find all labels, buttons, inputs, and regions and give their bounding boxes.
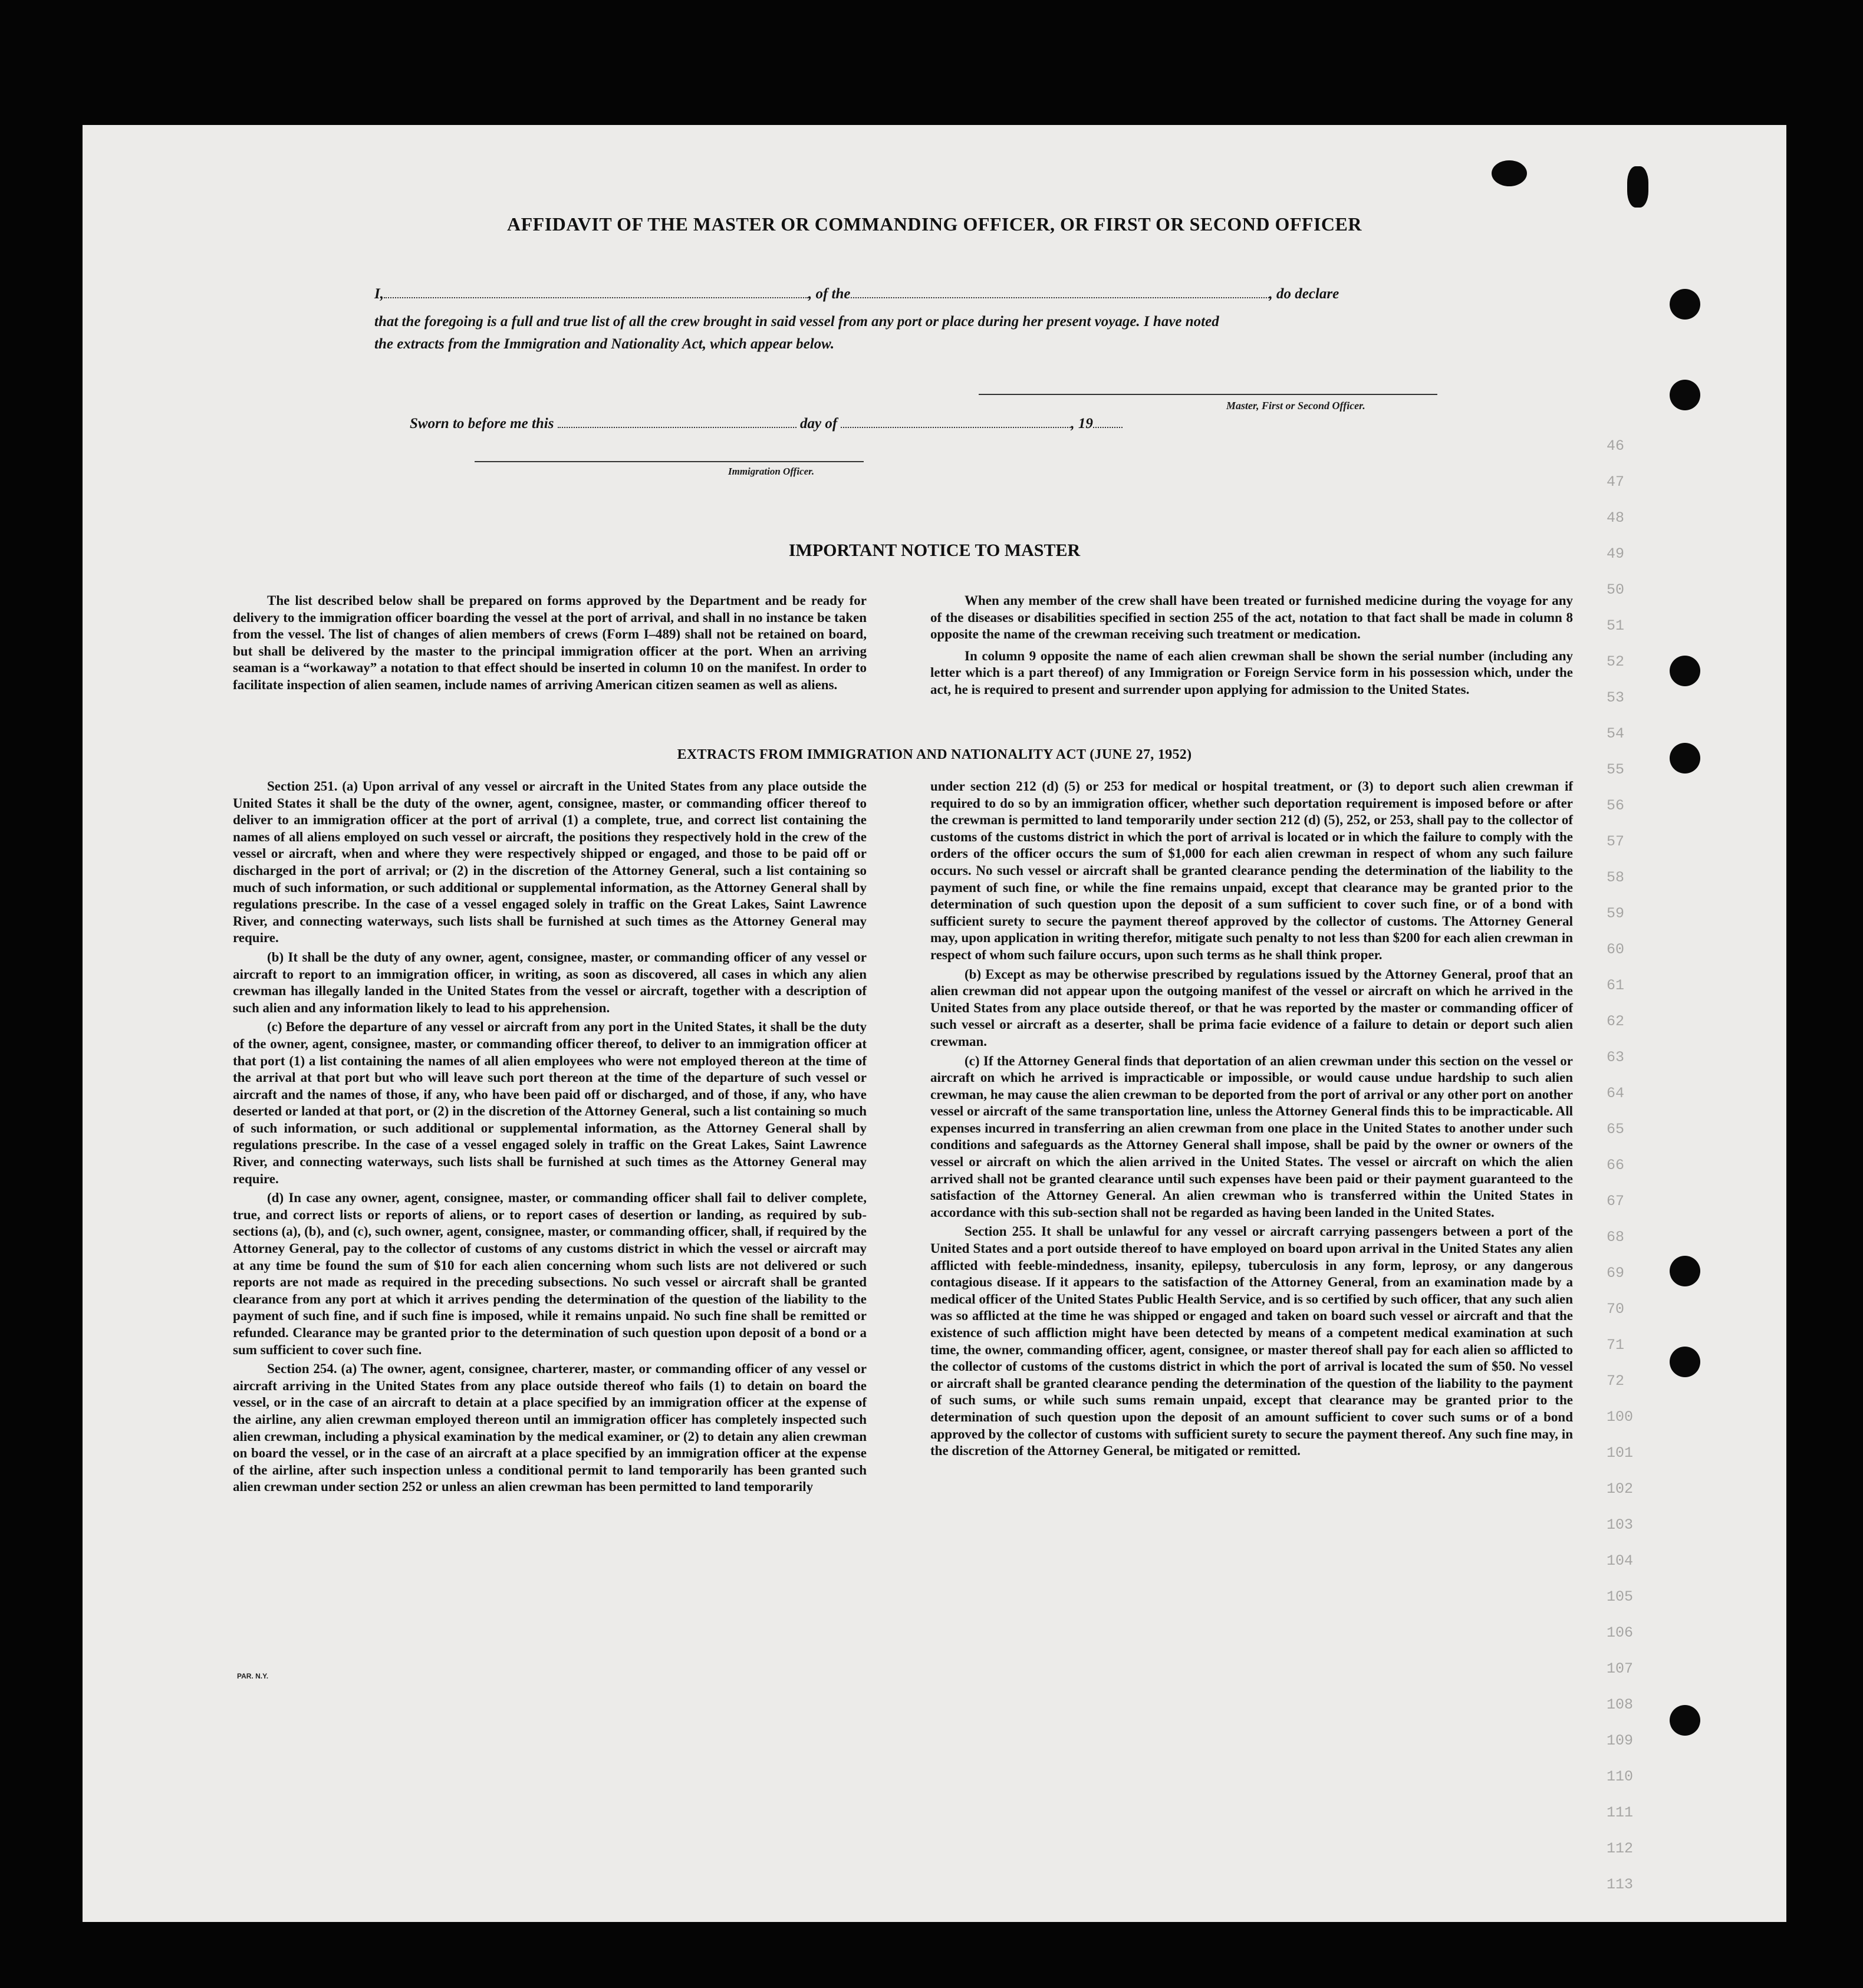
bleed-through-text <box>1427 436 1509 453</box>
punch-hole <box>1670 1347 1700 1377</box>
declaration-of-the: , of the <box>808 286 851 302</box>
declaration-i: I, <box>374 286 384 302</box>
act-paragraph: (b) It shall be the duty of any owner, agent, consignee, master, or commanding officer of any vessel or aircraft to report to an immigration officer, in writing, as soon as discovered, all cases in which any alien crewman has illegally landed in the United States from the vessel or aircraft, together with a description of such alien and any information likely to lead to his apprehension. <box>233 949 867 1015</box>
declaration-text-2: that the foregoing is a full and true list of all the crew brought in said vessel from any port or place during her present voyage. I have noted <box>374 314 1219 330</box>
act-paragraph: Section 251. (a) Upon arrival of any vessel or aircraft in the United States from any place outside the United States it shall be the duty of the owner, agent, consignee, master, or commanding officer thereof to deliver to an immigration officer at the port of arrival (1) a complete, true, and correct list containing the names of all aliens employed on such vessel or aircraft, the positions they respectively hold in the crew of the vessel or aircraft, when and where they were respectively shipped or engaged, and those to be paid off or discharged in the port of arrival; or (2) in the discretion of the Attorney General, such a list containing so much of such information, or such additional or supplemental information, as the Attorney General shall by regulations prescribe. In the case of a vessel engaged solely in traffic on the Great Lakes, Saint Lawrence River, and connecting waterways, such lists shall be furnished at such times as the Attorney General may require. <box>233 779 867 946</box>
act-paragraph: Section 255. It shall be unlawful for any vessel or aircraft carrying passengers between a port of the United States and a port outside thereof to have employed on board upon arrival in the United States any alien afflicted with feeble-mindedness, insanity, epilepsy, tuberculosis in any form, leprosy, or any dangerous contagious disease. If it appears to the satisfaction of the Attorney General, from an examination made by a medical officer of the United States Public Health Service, and is so certified by such officer, that any such alien was so afflicted at the time he was shipped or engaged and taken on board such vessel or aircraft and that the existence of such affliction might have been detected by means of a competent medical examination at such time, the owner, commanding officer, agent, consignee, or master thereof shall pay for each alien so afflicted to the collector of customs of the customs district in which the port of arrival is located the sum of $50. No vessel or aircraft shall be granted clearance pending the determination of the question of the liability to the payment of such sums, or while such sums remain unpaid, except that clearance may be granted prior to the determination of such question upon the deposit of an amount sufficient to cover such sums or of a bond approved by the collector of customs with sufficient surety to secure the payment thereof. Any such fine may, in the discretion of the Attorney General, be mitigated or remitted. <box>930 1224 1573 1459</box>
ink-blot <box>1627 166 1648 208</box>
margin-number: 50 <box>1607 581 1625 598</box>
ink-blot <box>1492 160 1527 186</box>
act-paragraph: (c) Before the departure of any vessel or aircraft from any port in the United States, it shall be the duty of the owner, agent, consignee, master, or commanding officer thereof, to deliver to an immigration officer at that port (1) a list containing the names of all alien employees who were not employed thereon at the time of the arrival at that port but who will leave such port thereon at the time of the departure of such vessel or aircraft and the names of those, if any, who have been paid off or discharged, and of those, if any, who have deserted or landed at that port, or (2) in the discretion of the Attorney General, such a list containing so much of such information, or such additional or supplemental information, as the Attorney General shall by regulations prescribe. In the case of a vessel engaged solely in traffic on the Great Lakes, Saint Lawrence River, and connecting waterways, such lists shall be furnished at such times as the Attorney General may require. <box>233 1019 867 1186</box>
immigration-officer-label: Immigration Officer. <box>728 466 815 477</box>
margin-number: 47 <box>1607 473 1625 491</box>
margin-number: 68 <box>1607 1229 1625 1246</box>
margin-number: 63 <box>1607 1049 1625 1066</box>
printer-mark: PAR. N.Y. <box>237 1672 269 1680</box>
notice-left-column <box>233 593 867 694</box>
margin-number: 107 <box>1607 1660 1634 1677</box>
margin-number: 62 <box>1607 1013 1625 1030</box>
document-page <box>83 125 1786 1922</box>
day-of-text: day of <box>799 416 838 432</box>
margin-number: 111 <box>1607 1804 1634 1821</box>
margin-number: 70 <box>1607 1301 1625 1318</box>
act-paragraph: under section 212 (d) (5) or 253 for medical or hospital treatment, or (3) to deport such alien crewman if required to do so by an immigration officer, whether such deportation requirement is imposed before or after the crewman is permitted to land temporarily under section 212 (d) (5), 252, or 253, shall pay to the collector of customs of the customs district in which the port of arrival is located or in which the failure to comply with the orders of the officer occurs the sum of $1,000 for each alien crewman in respect of whom any such failure occurs. No such vessel or aircraft shall be granted clearance pending the determination of the liability to the payment of such fine, or while the fine remains unpaid, except that clearance may be granted prior to the determination of such question upon the deposit of a sum sufficient to cover such fine, or of a bond with sufficient surety to secure the payment thereof approved by the collector of customs. The Attorney General may, upon application in writing therefor, mitigate such penalty to not less than $200 for each alien crewman in respect of whom such failure occurs, upon such terms as he shall think proper. <box>930 779 1573 962</box>
declaration-do-declare: , do declare <box>1269 286 1339 302</box>
year-blank <box>1093 415 1123 428</box>
master-signature-line <box>979 394 1437 395</box>
margin-number: 105 <box>1607 1588 1634 1605</box>
margin-number: 103 <box>1607 1516 1634 1533</box>
extracts-title: EXTRACTS FROM IMMIGRATION AND NATIONALITY ACT (JUNE 27, 1952) <box>677 747 1192 762</box>
sworn-text: Sworn to before me this <box>410 416 554 432</box>
act-paragraph: (b) Except as may be otherwise prescribed by regulations issued by the Attorney General, proof that an alien crewman did not appear upon the outgoing manifest of the vessel or aircraft on which he arrived in the United States from any place outside thereof, or that he was reported by the master or commanding officer of such vessel or aircraft as a deserter, shall be prima facie evidence of a failure to detain or deport such alien crewman. <box>930 966 1573 1049</box>
margin-number: 71 <box>1607 1337 1625 1354</box>
margin-number: 108 <box>1607 1696 1634 1713</box>
year-prefix: , 19 <box>1071 416 1093 432</box>
margin-number: 109 <box>1607 1732 1634 1749</box>
margin-number: 57 <box>1607 833 1625 850</box>
extracts-right-column <box>930 778 1573 1460</box>
punch-hole <box>1670 380 1700 410</box>
margin-number: 104 <box>1607 1552 1634 1569</box>
margin-number: 67 <box>1607 1193 1625 1210</box>
margin-number: 58 <box>1607 869 1625 886</box>
master-signature-label: Master, First or Second Officer. <box>1226 400 1365 412</box>
affidavit-title: AFFIDAVIT OF THE MASTER OR COMMANDING OFFICER, OR FIRST OR SECOND OFFICER <box>507 213 1362 235</box>
bleed-through-text <box>1002 439 1238 456</box>
declaration-text-3: the extracts from the Immigration and Nationality Act, which appear below. <box>374 336 835 352</box>
sworn-date-blank <box>558 415 796 428</box>
notice-paragraph: The list described below shall be prepared on forms approved by the Department and be ready for delivery to the immigration officer boarding the vessel at the port of arrival, and shall in no instance be taken from the vessel. The list of changes of alien members of crews (Form I–489) shall not be retained on board, but shall be delivered by the master to the principal immigration officer at the port. When an arriving seaman is a “workaway” a notation to that effect should be inserted in column 10 on the manifest. In order to facilitate inspection of alien seamen, include names of arriving American citizen seamen as well as aliens. <box>233 593 867 692</box>
sworn-line <box>410 415 1123 432</box>
margin-number: 53 <box>1607 689 1625 706</box>
margin-number: 100 <box>1607 1408 1634 1426</box>
margin-number: 49 <box>1607 545 1625 562</box>
notice-title: IMPORTANT NOTICE TO MASTER <box>788 541 1081 560</box>
margin-number: 46 <box>1607 437 1625 455</box>
extracts-left-column <box>233 778 867 1496</box>
margin-number: 54 <box>1607 725 1625 742</box>
margin-number: 51 <box>1607 617 1625 634</box>
punch-hole <box>1670 1705 1700 1736</box>
margin-number: 64 <box>1607 1085 1625 1102</box>
month-blank <box>841 415 1071 428</box>
margin-number: 113 <box>1607 1876 1634 1893</box>
margin-number: 48 <box>1607 509 1625 526</box>
margin-number: 65 <box>1607 1121 1625 1138</box>
margin-number: 110 <box>1607 1768 1634 1785</box>
margin-number: 72 <box>1607 1372 1625 1390</box>
immigration-officer-signature-line <box>475 461 864 462</box>
bleed-through-text <box>1285 476 1545 493</box>
margin-number: 69 <box>1607 1265 1625 1282</box>
act-paragraph: (d) In case any owner, agent, consignee, master, or commanding officer shall fail to deliver complete, true, and correct lists or reports of aliens, or to report cases of desertion or landing, as required by sub-sections (a), (b), and (c), such owner, agent, consignee, master, or commanding officer, shall, if required by the Attorney General, pay to the collector of customs of any customs district in which the vessel or aircraft may at any time be found the sum of $10 for each alien concerning whom such lists are not delivered or such reports are not made as required in the preceding subsections. No such vessel or aircraft shall be granted clearance from any port at which it arrives pending the determination of the question of the liability to the payment of such fine, and if such fine is imposed, while it remains unpaid. No such fine shall be remitted or refunded. Clearance may be granted prior to the determination of such question upon deposit of a bond or a sum sufficient to cover such fine. <box>233 1190 867 1357</box>
name-blank <box>384 285 808 298</box>
punch-hole <box>1670 289 1700 320</box>
punch-hole <box>1670 656 1700 686</box>
margin-number: 61 <box>1607 977 1625 994</box>
notice-paragraph: In column 9 opposite the name of each alien crewman shall be shown the serial number (including any letter which is a part thereof) of any Immigration or Foreign Service form in his possession which, under the act, he is required to present and surrender upon applying for admission to the United States. <box>930 648 1573 697</box>
bleed-through-text <box>755 1799 1262 1816</box>
vessel-blank <box>851 285 1269 298</box>
margin-number: 60 <box>1607 941 1625 958</box>
bleed-through-text <box>1191 1822 1545 1839</box>
act-paragraph: (c) If the Attorney General finds that deportation of an alien crewman under this section on the vessel or aircraft on which he arrived is impracticable or impossible, or would cause undue hardship to such alien crewman, he may cause the alien crewman to be deported from the port of arrival or any other port on another vessel or aircraft of the same transportation line, unless the Attorney General finds this to be impracticable. All expenses incurred in transferring an alien crewman from one place in the United States to another under such conditions and safeguards as the Attorney General shall impose, shall be paid by the owner or owners of the vessel or aircraft on which the alien arrived in the United States. The vessel or aircraft on which the alien arrived shall not be granted clearance until such expenses have been paid or their payment guaranteed to the satisfaction of the Attorney General. An alien crewman who is transferred within the United States in accordance with this sub-section shall not be regarded as having been landed in the United States. <box>930 1053 1573 1220</box>
margin-number: 56 <box>1607 797 1625 814</box>
margin-number: 52 <box>1607 653 1625 670</box>
notice-paragraph: When any member of the crew shall have been treated or furnished medicine during the voyage for any of the diseases or disabilities specified in section 255 of the act, notation to that fact shall be made in column 8 opposite the name of the crewman receiving such treatment or medication. <box>930 593 1573 642</box>
punch-hole <box>1670 1256 1700 1286</box>
declaration-line <box>374 285 1339 302</box>
bleed-through-text <box>1592 272 1786 289</box>
notice-right-column <box>930 593 1573 699</box>
margin-number: 66 <box>1607 1157 1625 1174</box>
margin-number: 101 <box>1607 1444 1634 1462</box>
act-paragraph: Section 254. (a) The owner, agent, consignee, charterer, master, or commanding officer of any vessel or aircraft arriving in the United States from any place outside thereof who fails (1) to detain on board the vessel, or in the case of an aircraft to detain at a place specified by an immigration officer at the expense of the airline, any alien crewman employed thereon until an immigration officer has completely inspected such alien crewman, including a physical examination by the medical examiner, or (2) to detain any alien crewman on board the vessel, or in the case of an aircraft at a place specified by an immigration officer at the expense of the airline, after such inspection unless a conditional permit to land temporarily has been granted such alien crewman under section 252 or unless an alien crewman has been permitted to land temporarily <box>233 1361 867 1495</box>
margin-number: 59 <box>1607 905 1625 922</box>
margin-number: 55 <box>1607 761 1625 778</box>
margin-number: 106 <box>1607 1624 1634 1641</box>
margin-number: 102 <box>1607 1480 1634 1497</box>
margin-number: 112 <box>1607 1840 1634 1857</box>
